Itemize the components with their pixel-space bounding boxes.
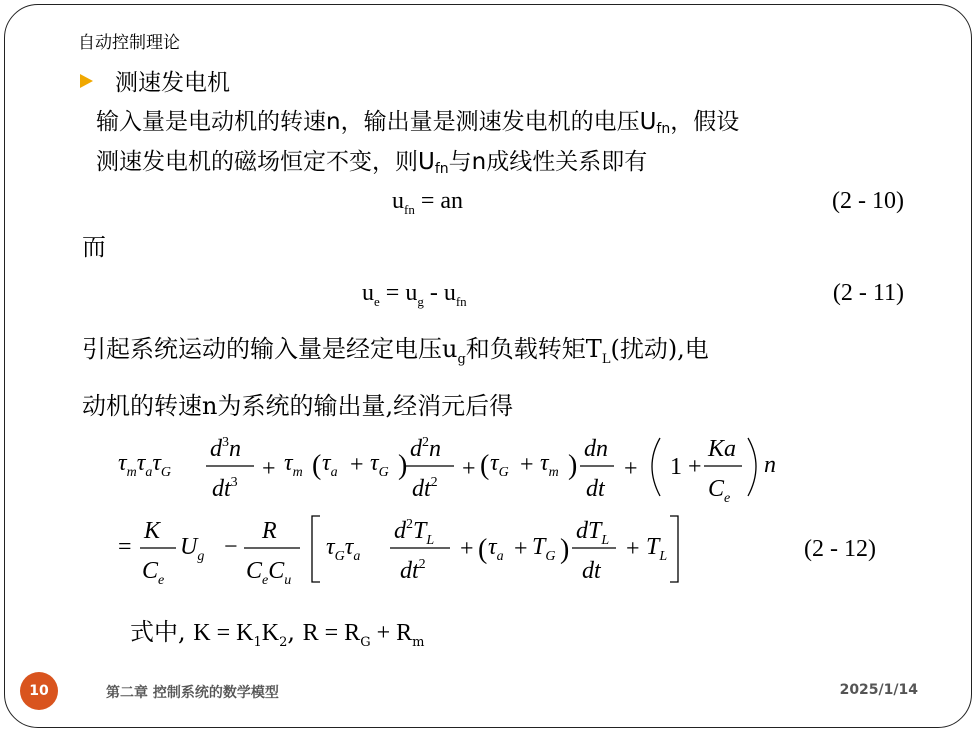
system-line-1: 引起系统运动的输入量是经定电压$u_g$和负载转矩$T_L$(扰动),电 (82, 335, 709, 367)
equation-2-12 (0, 420, 980, 605)
svg-text:+: + (624, 456, 638, 482)
svg-text:+: + (462, 456, 476, 482)
svg-text:(: ( (480, 450, 490, 481)
svg-text:CeCu: $C_eC_u$ (246, 558, 292, 588)
svg-text:+: + (460, 536, 474, 562)
svg-text:+: + (350, 452, 364, 478)
svg-text:d2n: $d^2n$ (410, 435, 441, 462)
svg-text:TG: $T_G$ (532, 534, 556, 564)
svg-text:τG: $\tau_G$ (370, 450, 389, 480)
svg-text:+: + (520, 452, 534, 478)
bullet-arrow-icon (80, 74, 93, 88)
equation-2-12-line-1 (118, 435, 776, 506)
svg-text:τmτaτG: $\tau_m\tau_a\tau_G$ (118, 450, 172, 480)
slide-header: 自动控制理论 (78, 33, 180, 53)
svg-text:Ka: Ka (708, 436, 737, 462)
svg-text:dt3: $dt^3$ (212, 475, 238, 502)
equation-2-11: $u_e = u_g - u_{fn}$ (362, 280, 467, 309)
intro-line-2: 测速发电机的磁场恒定不变，则$U_{fn}$与n成线性关系即有 (96, 149, 648, 177)
svg-text:dt2: $dt^2$ (412, 475, 438, 502)
svg-text:τa: $\tau_a$ (322, 450, 338, 480)
svg-text:Ug: $U_g$ (180, 534, 205, 564)
svg-text:dt: dt (586, 476, 605, 502)
svg-text:τa: $\tau_a$ (488, 534, 504, 564)
equation-number-2-12: (2 - 12) (804, 536, 876, 562)
svg-text:(: ( (478, 534, 488, 565)
equation-2-10: $u_{fn}$ = an (392, 188, 464, 217)
svg-text:τGτa: $\tau_G\tau_a$ (326, 534, 361, 564)
equation-number-2-11: (2 - 11) (832, 280, 904, 306)
svg-text:=: = (118, 534, 132, 560)
slide-date: 2025/1/14 (839, 682, 918, 698)
svg-text:): ) (560, 534, 570, 565)
section-title: 测速发电机 (115, 70, 230, 96)
svg-text:n: n (764, 452, 776, 478)
svg-text:+: + (262, 456, 276, 482)
where-clause: 式中, $K = K_1K_2$, $R = R_G + R_m$ (130, 618, 425, 650)
svg-text:K: K (144, 518, 161, 544)
svg-text:TL: $T_L$ (646, 534, 668, 564)
system-line-2: 动机的转速n为系统的输出量,经消元后得 (82, 391, 514, 420)
svg-text:+: + (514, 536, 528, 562)
svg-text:1 +: 1 + (670, 454, 702, 480)
equation-2-12-line-2 (118, 516, 678, 588)
svg-text:−: − (224, 534, 238, 560)
section-heading (80, 64, 230, 97)
svg-text:): ) (568, 450, 578, 481)
svg-text:Ce: $C_e$ (708, 476, 731, 506)
chapter-title: 第二章 控制系统的数学模型 (106, 685, 279, 701)
svg-text:τm: $\tau_m$ (540, 450, 559, 480)
conjunction-er: 而 (82, 233, 106, 261)
svg-text:+: + (626, 536, 640, 562)
system-description (82, 330, 709, 425)
svg-text:R: R (262, 518, 277, 544)
svg-text:τG: $\tau_G$ (490, 450, 509, 480)
svg-text:(: ( (312, 450, 322, 481)
svg-text:dt: dt (582, 558, 601, 584)
svg-text:dTL: $dT_L$ (576, 518, 610, 548)
svg-text:dt2: $dt^2$ (400, 557, 426, 584)
intro-line-1: 输入量是电动机的转速n，输出量是测速发电机的电压$U_{fn}$，假设 (96, 109, 740, 137)
intro-paragraph (96, 106, 916, 186)
equation-number-2-10: (2 - 10) (832, 188, 904, 214)
svg-text:dn: dn (584, 436, 608, 462)
svg-text:τm: $\tau_m$ (284, 450, 303, 480)
page-number: 10 (20, 672, 58, 710)
svg-text:d2TL: $d^2T_L$ (394, 517, 435, 548)
slide-footer (0, 672, 980, 708)
svg-text:d3n: $d^3n$ (210, 435, 241, 462)
svg-text:): ) (398, 450, 408, 481)
svg-text:Ce: $C_e$ (142, 558, 165, 588)
